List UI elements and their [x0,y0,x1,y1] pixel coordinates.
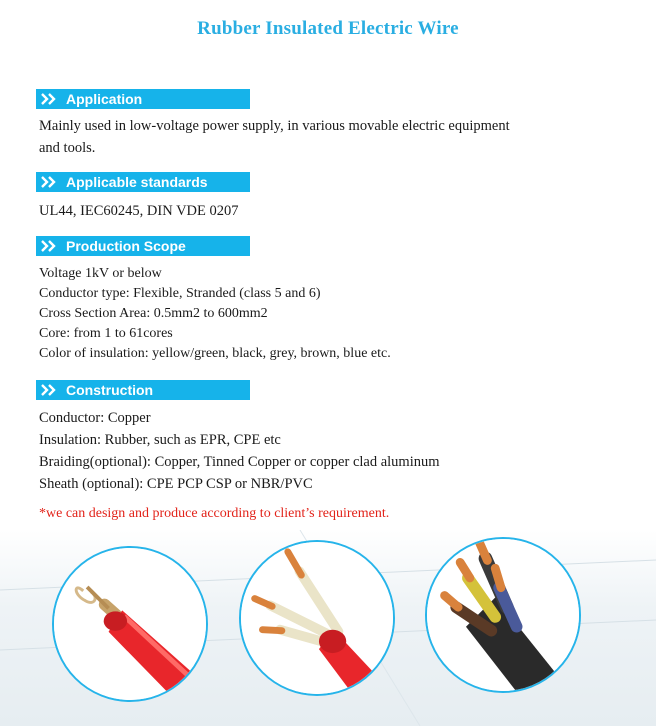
double-chevron-icon [40,239,60,253]
construction-text [39,407,440,495]
multi-core-black-cable-image [425,537,581,693]
section-heading: Application [66,91,143,107]
text-line: Conductor type: Flexible, Stranded (class 5 and 6) [39,286,321,301]
application-text [39,115,510,159]
production-scope-text [39,264,391,364]
text-line: Mainly used in low-voltage power supply, in various movable electric equipment [39,118,510,134]
text-line: Sheath (optional): CPE PCP CSP or NBR/PVC [39,476,313,492]
text-line: Conductor: Copper [39,410,151,426]
text-line: UL44, IEC60245, DIN VDE 0207 [39,203,239,219]
text-line: and tools. [39,140,96,156]
three-core-red-cable-image [239,540,395,696]
section-header-production-scope [36,236,250,256]
text-line: Insulation: Rubber, such as EPR, CPE etc [39,432,281,448]
section-header-construction [36,380,250,400]
single-core-red-cable-image [52,546,208,702]
section-heading: Applicable standards [66,174,208,190]
double-chevron-icon [40,175,60,189]
double-chevron-icon [40,383,60,397]
section-header-application [36,89,250,109]
page-title: Rubber Insulated Electric Wire [197,18,459,39]
section-heading: Construction [66,382,154,398]
section-heading: Production Scope [66,238,186,254]
text-line: Cross Section Area: 0.5mm2 to 600mm2 [39,306,268,321]
double-chevron-icon [40,92,60,106]
requirement-note: *we can design and produce according to client’s requirement. [39,506,390,521]
text-line: Braiding(optional): Copper, Tinned Copper or copper clad aluminum [39,454,440,470]
text-line: Color of insulation: yellow/green, black, grey, brown, blue etc. [39,346,391,361]
text-line: Voltage 1kV or below [39,266,162,281]
standards-text [39,200,239,222]
text-line: Core: from 1 to 61cores [39,326,173,341]
section-header-standards [36,172,250,192]
